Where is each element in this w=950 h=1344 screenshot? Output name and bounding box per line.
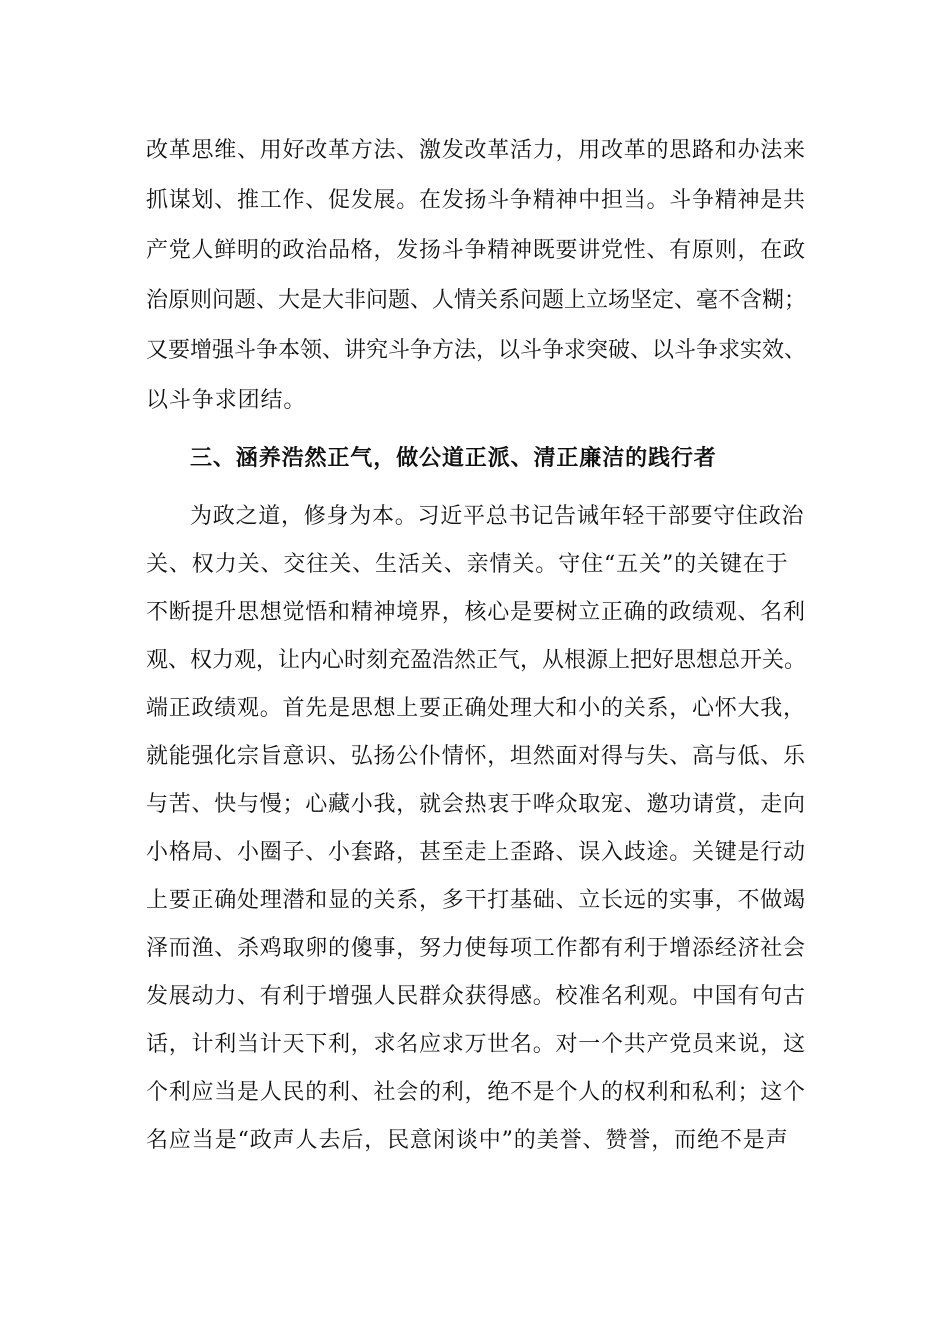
paragraph-line: 改革思维、用好改革方法、激发改革活力，用改革的思路和办法来 [146, 138, 806, 163]
paragraph-line: 不断提升思想觉悟和精神境界，核心是要树立正确的政绩观、名利 [146, 600, 806, 625]
paragraph-line: 上要正确处理潜和显的关系，多干打基础、立长远的实事，不做竭 [146, 888, 806, 913]
paragraph-line: 为政之道，修身为本。习近平总书记告诫年轻干部要守住政治 [190, 504, 805, 529]
paragraph-line: 治原则问题、大是大非问题、人情关系问题上立场坚定、毫不含糊； [146, 288, 807, 313]
paragraph-line: 产党人鲜明的政治品格，发扬斗争精神既要讲党性、有原则，在政 [146, 238, 806, 263]
paragraph-line: 抓谋划、推工作、促发展。在发扬斗争精神中担当。斗争精神是共 [146, 188, 806, 213]
paragraph-line: 观、权力观，让内心时刻充盈浩然正气，从根源上把好思想总开关。 [146, 648, 807, 673]
section-heading: 三、涵养浩然正气，做公道正派、清正廉洁的践行者 [190, 446, 717, 471]
paragraph-line: 关、权力关、交往关、生活关、亲情关。守住“五关”的关键在于 [146, 552, 789, 577]
paragraph-line: 个利应当是人民的利、社会的利，绝不是个人的权利和私利；这个 [146, 1080, 806, 1105]
paragraph-line: 话，计利当计天下利，求名应求万世名。对一个共产党员来说，这 [146, 1032, 806, 1057]
paragraph-line: 就能强化宗旨意识、弘扬公仆情怀，坦然面对得与失、高与低、乐 [146, 744, 806, 769]
paragraph-line: 又要增强斗争本领、讲究斗争方法，以斗争求突破、以斗争求实效、 [146, 338, 807, 363]
paragraph-line: 小格局、小圈子、小套路，甚至走上歪路、误入歧途。关键是行动 [146, 840, 806, 865]
paragraph-line: 以斗争求团结。 [146, 388, 307, 413]
paragraph-line: 泽而渔、杀鸡取卵的傻事，努力使每项工作都有利于增添经济社会 [146, 936, 806, 961]
paragraph-line: 名应当是“政声人去后，民意闲谈中”的美誉、赞誉，而绝不是声 [146, 1128, 789, 1153]
paragraph-line: 发展动力、有利于增强人民群众获得感。校准名利观。中国有句古 [146, 984, 806, 1009]
paragraph-line: 与苦、快与慢；心藏小我，就会热衷于哗众取宠、邀功请赏，走向 [146, 792, 806, 817]
paragraph-line: 端正政绩观。首先是思想上要正确处理大和小的关系，心怀大我， [146, 696, 806, 721]
